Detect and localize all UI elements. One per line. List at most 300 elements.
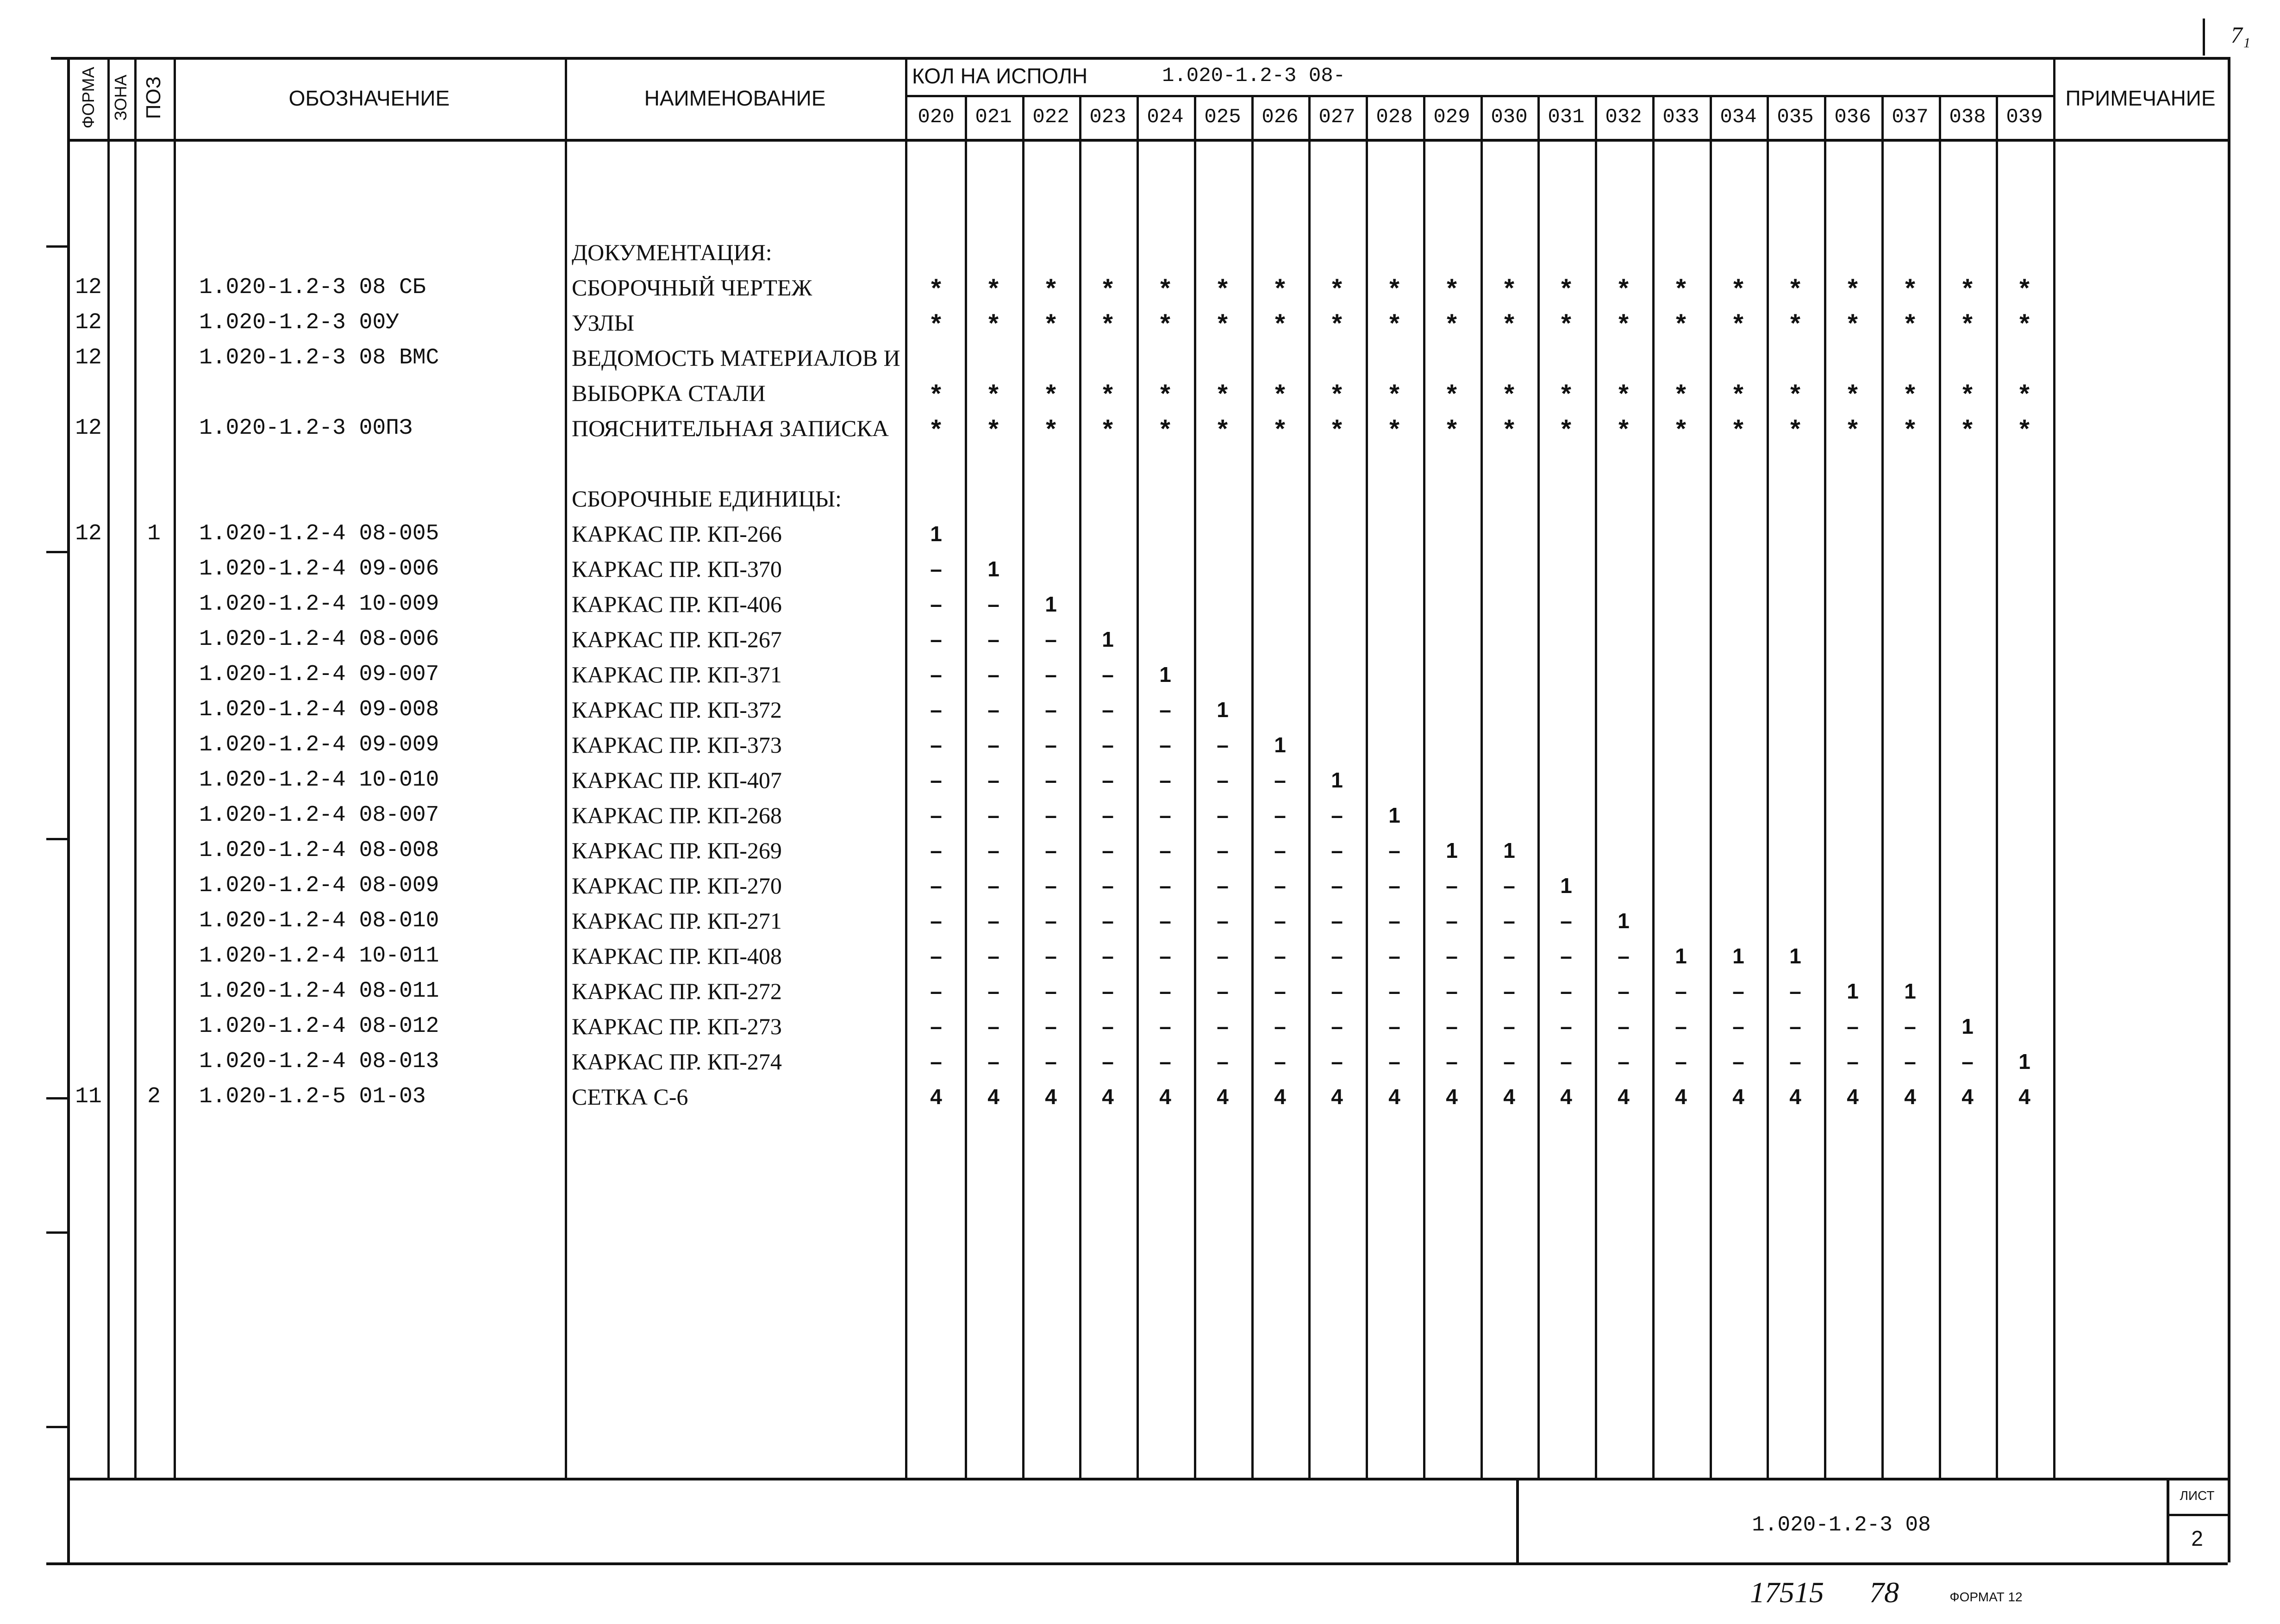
variant-cell-031: 1	[1560, 874, 1572, 898]
variant-cell-023: –	[1102, 768, 1114, 792]
archive-number: 17515	[1750, 1576, 1824, 1609]
row-name: КАРКАС ПР. КП-408	[572, 943, 782, 969]
row-name: КАРКАС ПР. КП-272	[572, 978, 782, 1004]
row-designation: 1.020-1.2-4 08-009	[199, 873, 439, 898]
margin-tick	[46, 1097, 67, 1099]
variant-cell-023: 4	[1102, 1085, 1114, 1109]
variant-cell-025: 1	[1217, 698, 1229, 722]
variant-cell-022: –	[1045, 803, 1057, 827]
variant-cell-031: –	[1560, 944, 1572, 968]
variant-cell-036: *	[1848, 378, 1858, 408]
variant-cell-020: –	[930, 979, 942, 1003]
variant-cell-025: –	[1217, 874, 1229, 898]
variant-cell-030: –	[1503, 874, 1515, 898]
row-designation: 1.020-1.2-5 01-03	[199, 1084, 426, 1109]
variant-cell-020: –	[930, 1049, 942, 1074]
variant-cell-026: 1	[1274, 733, 1286, 757]
variant-cell-024: *	[1160, 273, 1170, 302]
margin-tick	[46, 245, 67, 248]
variant-cell-035: *	[1790, 378, 1800, 408]
variant-cell-031: –	[1560, 909, 1572, 933]
variant-cell-022: –	[1045, 909, 1057, 933]
variant-cell-033: 1	[1675, 944, 1687, 968]
variant-cell-022: *	[1046, 273, 1056, 302]
header-zona: ЗОНА	[111, 75, 130, 121]
variant-cell-023: –	[1102, 698, 1114, 722]
variant-cell-037: *	[1905, 378, 1915, 408]
variant-cell-021: –	[987, 1049, 999, 1074]
variant-cell-035: 1	[1789, 944, 1801, 968]
variant-cell-037: *	[1905, 308, 1915, 337]
variant-cell-026: *	[1275, 308, 1285, 337]
variant-cell-021: 1	[987, 557, 999, 581]
variant-cell-022: –	[1045, 768, 1057, 792]
variant-header-030: 030	[1491, 105, 1528, 129]
variant-cell-039: 1	[2018, 1049, 2030, 1074]
variant-cell-020: –	[930, 662, 942, 687]
variant-cell-035: *	[1790, 413, 1800, 443]
row-name: УЗЛЫ	[572, 310, 635, 336]
body-bottom-line	[67, 1478, 2228, 1480]
variant-cell-022: –	[1045, 733, 1057, 757]
variant-cell-022: –	[1045, 838, 1057, 862]
variant-cell-026: –	[1274, 979, 1286, 1003]
variant-cell-022: –	[1045, 944, 1057, 968]
row-designation: 1.020-1.2-4 10-010	[199, 768, 439, 793]
variant-cell-020: 1	[930, 522, 942, 546]
variant-cell-020: –	[930, 803, 942, 827]
variant-cell-021: –	[987, 698, 999, 722]
column-divider	[107, 57, 110, 1478]
header-forma: ФОРМА	[79, 67, 98, 129]
variant-cell-026: –	[1274, 944, 1286, 968]
margin-tick	[46, 838, 67, 840]
variant-cell-033: –	[1675, 1049, 1687, 1074]
variant-cell-021: –	[987, 662, 999, 687]
variant-cell-023: –	[1102, 944, 1114, 968]
row-name: КАРКАС ПР. КП-273	[572, 1013, 782, 1039]
row-name: КАРКАС ПР. КП-373	[572, 732, 782, 758]
variant-cell-036: –	[1847, 1014, 1859, 1038]
variant-cell-025: –	[1217, 1049, 1229, 1074]
variant-cell-027: –	[1331, 803, 1343, 827]
variant-cell-020: –	[930, 627, 942, 651]
variant-cell-020: –	[930, 733, 942, 757]
variant-cell-027: –	[1331, 1014, 1343, 1038]
variant-cell-029: –	[1446, 909, 1458, 933]
variant-header-029: 029	[1433, 105, 1470, 129]
column-divider	[565, 57, 567, 1478]
variant-cell-028: –	[1388, 838, 1400, 862]
row-format: 12	[75, 416, 102, 441]
variant-cell-029: *	[1447, 308, 1457, 337]
variant-cell-032: –	[1618, 979, 1630, 1003]
variant-cell-034: 1	[1732, 944, 1744, 968]
variant-cell-038: *	[1962, 308, 1973, 337]
row-name: КАРКАС ПР. КП-267	[572, 626, 782, 652]
variant-cell-034: –	[1732, 979, 1744, 1003]
variant-cell-039: *	[2019, 378, 2030, 408]
variant-cell-030: –	[1503, 979, 1515, 1003]
variant-cell-023: –	[1102, 733, 1114, 757]
variant-cell-035: 4	[1789, 1085, 1801, 1109]
variant-cell-027: –	[1331, 979, 1343, 1003]
variant-cell-022: *	[1046, 308, 1056, 337]
row-name: КАРКАС ПР. КП-268	[572, 802, 782, 828]
variant-cell-028: *	[1389, 378, 1399, 408]
row-name: ВЕДОМОСТЬ МАТЕРИАЛОВ И	[572, 345, 900, 371]
row-position: 2	[147, 1084, 161, 1109]
variant-cell-023: –	[1102, 979, 1114, 1003]
variant-cell-021: –	[987, 909, 999, 933]
variant-header-022: 022	[1032, 105, 1069, 129]
variant-cell-038: *	[1962, 273, 1973, 302]
variant-cell-022: –	[1045, 979, 1057, 1003]
variant-cell-035: *	[1790, 273, 1800, 302]
variant-cell-023: –	[1102, 838, 1114, 862]
variant-cell-029: *	[1447, 413, 1457, 443]
variant-cell-030: 1	[1503, 838, 1515, 862]
sheet-label: ЛИСТ	[2180, 1488, 2215, 1503]
variant-cell-036: *	[1848, 413, 1858, 443]
variant-cell-024: 1	[1159, 662, 1171, 687]
variant-cell-028: –	[1388, 1049, 1400, 1074]
variant-cell-037: *	[1905, 273, 1915, 302]
row-designation: 1.020-1.2-4 09-008	[199, 697, 439, 722]
variant-cell-024: –	[1159, 1049, 1171, 1074]
variant-cell-020: –	[930, 838, 942, 862]
variant-cell-021: –	[987, 592, 999, 616]
variant-cell-037: –	[1904, 1049, 1916, 1074]
variant-cell-021: *	[988, 273, 999, 302]
variant-cell-025: –	[1217, 979, 1229, 1003]
variant-cell-022: –	[1045, 662, 1057, 687]
variant-cell-039: *	[2019, 413, 2030, 443]
row-designation: 1.020-1.2-3 00У	[199, 310, 400, 335]
variant-cell-021: –	[987, 627, 999, 651]
variant-cell-030: *	[1504, 273, 1514, 302]
variant-cell-035: –	[1789, 1049, 1801, 1074]
variant-cell-028: –	[1388, 979, 1400, 1003]
variant-cell-029: –	[1446, 1049, 1458, 1074]
row-format: 11	[75, 1084, 102, 1109]
variant-cell-029: 1	[1446, 838, 1458, 862]
row-name: СБОРОЧНЫЙ ЧЕРТЕЖ	[572, 275, 812, 300]
variant-cell-021: –	[987, 979, 999, 1003]
row-designation: 1.020-1.2-4 10-011	[199, 943, 439, 968]
variant-cell-038: *	[1962, 413, 1973, 443]
row-designation: 1.020-1.2-3 00ПЗ	[199, 416, 412, 441]
variant-cell-021: –	[987, 803, 999, 827]
variant-cell-030: –	[1503, 1049, 1515, 1074]
row-designation: 1.020-1.2-4 08-007	[199, 803, 439, 828]
variant-cell-038: 1	[1961, 1014, 1974, 1038]
variant-cell-030: –	[1503, 909, 1515, 933]
notes-left-divider	[2053, 57, 2055, 1478]
variant-cell-024: *	[1160, 378, 1170, 408]
row-name: КАРКАС ПР. КП-371	[572, 662, 782, 687]
variant-cell-027: –	[1331, 874, 1343, 898]
row-name: КАРКАС ПР. КП-271	[572, 908, 782, 934]
header-designation: ОБОЗНАЧЕНИЕ	[288, 86, 450, 110]
row-designation: 1.020-1.2-3 08 ВМС	[199, 345, 439, 370]
variant-cell-037: –	[1904, 1014, 1916, 1038]
variant-cell-023: *	[1103, 378, 1113, 408]
variant-cell-024: –	[1159, 733, 1171, 757]
variant-cell-032: *	[1618, 413, 1629, 443]
variant-cell-022: –	[1045, 698, 1057, 722]
variant-cell-020: *	[931, 308, 941, 337]
variant-cell-027: *	[1332, 273, 1342, 302]
row-name: КАРКАС ПР. КП-274	[572, 1049, 782, 1074]
variant-cell-021: –	[987, 944, 999, 968]
variant-cell-034: –	[1732, 1014, 1744, 1038]
variant-cell-037: 4	[1904, 1085, 1916, 1109]
variant-cell-020: –	[930, 909, 942, 933]
variant-cell-028: –	[1388, 1014, 1400, 1038]
variant-cell-021: *	[988, 308, 999, 337]
variant-cell-024: –	[1159, 909, 1171, 933]
variant-cell-036: *	[1848, 273, 1858, 302]
variant-cell-030: *	[1504, 308, 1514, 337]
variant-cell-024: –	[1159, 944, 1171, 968]
variant-cell-037: 1	[1904, 979, 1916, 1003]
variant-header-036: 036	[1834, 105, 1871, 129]
variant-header-038: 038	[1949, 105, 1986, 129]
variant-header-037: 037	[1892, 105, 1929, 129]
variant-cell-021: –	[987, 838, 999, 862]
variant-cell-034: 4	[1732, 1085, 1744, 1109]
variant-cell-024: 4	[1159, 1085, 1171, 1109]
row-name: СЕТКА С-6	[572, 1084, 688, 1110]
variant-cell-022: *	[1046, 413, 1056, 443]
variant-cell-027: 4	[1331, 1085, 1343, 1109]
variant-cell-026: *	[1275, 273, 1285, 302]
variant-cell-024: –	[1159, 768, 1171, 792]
margin-tick	[46, 551, 67, 553]
row-designation: 1.020-1.2-4 08-012	[199, 1014, 439, 1039]
variant-cell-032: –	[1618, 1049, 1630, 1074]
title-doc-code: 1.020-1.2-3 08	[1752, 1512, 1931, 1537]
row-name: КАРКАС ПР. КП-372	[572, 697, 782, 723]
variant-cell-039: *	[2019, 273, 2030, 302]
variant-cell-021: *	[988, 378, 999, 408]
header-bottom-line	[67, 139, 2228, 142]
variant-cell-020: *	[931, 273, 941, 302]
variant-cell-023: –	[1102, 662, 1114, 687]
variant-cell-023: 1	[1102, 627, 1114, 651]
variant-cell-020: –	[930, 1014, 942, 1038]
variant-cell-026: 4	[1274, 1085, 1286, 1109]
variant-cell-034: *	[1733, 378, 1743, 408]
variant-cell-029: –	[1446, 944, 1458, 968]
variant-cell-021: *	[988, 413, 999, 443]
variant-cell-030: –	[1503, 1014, 1515, 1038]
variant-cell-022: 4	[1045, 1085, 1057, 1109]
variant-cell-027: –	[1331, 838, 1343, 862]
variant-cell-022: *	[1046, 378, 1056, 408]
variant-cell-022: 1	[1045, 592, 1057, 616]
variant-cell-032: *	[1618, 308, 1629, 337]
variant-cell-026: –	[1274, 838, 1286, 862]
variant-cell-029: –	[1446, 874, 1458, 898]
frame-right	[2228, 57, 2230, 1562]
row-name: КАРКАС ПР. КП-266	[572, 521, 782, 547]
variant-cell-032: *	[1618, 378, 1629, 408]
variant-cell-024: –	[1159, 698, 1171, 722]
variant-cell-028: –	[1388, 909, 1400, 933]
variant-cell-025: –	[1217, 944, 1229, 968]
variant-cell-027: –	[1331, 1049, 1343, 1074]
variant-cell-025: –	[1217, 733, 1229, 757]
variant-cell-032: 1	[1618, 909, 1630, 933]
variant-cell-033: –	[1675, 979, 1687, 1003]
variant-cell-024: –	[1159, 803, 1171, 827]
variant-cell-025: –	[1217, 768, 1229, 792]
row-name: КАРКАС ПР. КП-269	[572, 837, 782, 863]
variant-cell-021: –	[987, 733, 999, 757]
format-label: ФОРМАТ 12	[1949, 1590, 2023, 1604]
frame-bottom	[46, 1562, 2228, 1565]
row-designation: 1.020-1.2-4 08-011	[199, 979, 439, 1004]
variant-header-020: 020	[918, 105, 955, 129]
row-name: СБОРОЧНЫЕ ЕДИНИЦЫ:	[572, 486, 842, 512]
variant-cell-020: –	[930, 557, 942, 581]
variant-cell-034: *	[1733, 273, 1743, 302]
variant-cell-026: –	[1274, 803, 1286, 827]
variant-cell-038: *	[1962, 378, 1973, 408]
variant-cell-031: *	[1561, 308, 1571, 337]
variant-cell-037: *	[1905, 413, 1915, 443]
variant-cell-026: *	[1275, 413, 1285, 443]
variant-cell-023: *	[1103, 308, 1113, 337]
variant-cell-025: –	[1217, 909, 1229, 933]
variant-cell-029: *	[1447, 273, 1457, 302]
variant-cell-028: 1	[1388, 803, 1400, 827]
variant-cell-039: *	[2019, 308, 2030, 337]
variant-cell-026: –	[1274, 1014, 1286, 1038]
variant-cell-032: –	[1618, 1014, 1630, 1038]
variant-cell-020: –	[930, 944, 942, 968]
variant-cell-031: –	[1560, 1014, 1572, 1038]
variant-header-024: 024	[1147, 105, 1184, 129]
variant-cell-025: –	[1217, 1014, 1229, 1038]
variant-header-023: 023	[1089, 105, 1126, 129]
variant-cell-025: *	[1218, 413, 1228, 443]
variant-header-031: 031	[1548, 105, 1585, 129]
variant-cell-028: *	[1389, 273, 1399, 302]
column-divider	[134, 57, 137, 1478]
variant-cell-028: *	[1389, 308, 1399, 337]
variant-cell-020: –	[930, 698, 942, 722]
variant-header-028: 028	[1376, 105, 1413, 129]
variant-cell-039: 4	[2018, 1085, 2030, 1109]
variant-cell-030: *	[1504, 378, 1514, 408]
variant-cell-036: –	[1847, 1049, 1859, 1074]
header-note: ПРИМЕЧАНИЕ	[2065, 86, 2216, 110]
variant-header-026: 026	[1262, 105, 1299, 129]
variant-cell-023: *	[1103, 273, 1113, 302]
variant-cell-035: *	[1790, 308, 1800, 337]
row-designation: 1.020-1.2-4 08-010	[199, 908, 439, 933]
row-designation: 1.020-1.2-4 09-009	[199, 732, 439, 757]
variant-cell-036: 1	[1847, 979, 1859, 1003]
variant-cell-024: *	[1160, 308, 1170, 337]
variant-cell-029: –	[1446, 1014, 1458, 1038]
variant-cell-036: *	[1848, 308, 1858, 337]
variant-cell-030: –	[1503, 944, 1515, 968]
variant-cell-028: –	[1388, 874, 1400, 898]
variant-cell-024: –	[1159, 979, 1171, 1003]
variant-cell-025: –	[1217, 838, 1229, 862]
variant-cell-022: –	[1045, 1049, 1057, 1074]
row-designation: 1.020-1.2-4 08-006	[199, 627, 439, 652]
variant-header-025: 025	[1204, 105, 1241, 129]
variant-cell-038: –	[1961, 1049, 1974, 1074]
row-designation: 1.020-1.2-4 08-013	[199, 1049, 439, 1074]
header-name: НАИМЕНОВАНИЕ	[644, 86, 826, 110]
row-name: КАРКАС ПР. КП-370	[572, 556, 782, 582]
variant-header-034: 034	[1720, 105, 1757, 129]
variant-cell-026: –	[1274, 909, 1286, 933]
variant-cell-032: –	[1618, 944, 1630, 968]
variant-cell-020: –	[930, 768, 942, 792]
variant-cell-023: –	[1102, 1049, 1114, 1074]
variant-cell-026: –	[1274, 1049, 1286, 1074]
row-name: КАРКАС ПР. КП-406	[572, 591, 782, 617]
variant-cell-030: *	[1504, 413, 1514, 443]
variant-cell-029: *	[1447, 378, 1457, 408]
variant-cell-035: –	[1789, 979, 1801, 1003]
row-format: 12	[75, 521, 102, 546]
variant-cell-024: –	[1159, 838, 1171, 862]
row-name: КАРКАС ПР. КП-407	[572, 767, 782, 793]
variant-cell-020: –	[930, 592, 942, 616]
variant-cell-038: 4	[1961, 1085, 1974, 1109]
variant-cell-023: –	[1102, 874, 1114, 898]
variant-cell-021: –	[987, 874, 999, 898]
variant-cell-021: 4	[987, 1085, 999, 1109]
variant-cell-033: *	[1676, 273, 1686, 302]
variant-cell-020: *	[931, 378, 941, 408]
row-designation: 1.020-1.2-4 09-006	[199, 556, 439, 581]
variant-cell-020: *	[931, 413, 941, 443]
variant-cell-033: *	[1676, 308, 1686, 337]
variant-cell-029: –	[1446, 979, 1458, 1003]
variant-header-021: 021	[975, 105, 1012, 129]
variant-cell-033: –	[1675, 1014, 1687, 1038]
variant-cell-027: *	[1332, 308, 1342, 337]
variant-header-032: 032	[1605, 105, 1642, 129]
variant-cell-023: *	[1103, 413, 1113, 443]
row-position: 1	[147, 521, 161, 546]
variant-cell-021: –	[987, 1014, 999, 1038]
variant-cell-032: *	[1618, 273, 1629, 302]
margin-tick	[46, 1426, 67, 1428]
variant-cell-028: *	[1389, 413, 1399, 443]
header-doc-code: 1.020-1.2-3 08-	[1162, 64, 1346, 87]
variant-cell-035: –	[1789, 1014, 1801, 1038]
variant-cell-025: *	[1218, 308, 1228, 337]
variant-cell-028: 4	[1388, 1085, 1400, 1109]
variant-cell-023: –	[1102, 909, 1114, 933]
row-name: КАРКАС ПР. КП-270	[572, 873, 782, 899]
row-designation: 1.020-1.2-3 08 СБ	[199, 275, 426, 300]
variant-cell-027: –	[1331, 909, 1343, 933]
variant-cell-026: –	[1274, 768, 1286, 792]
variant-cell-029: 4	[1446, 1085, 1458, 1109]
variant-cell-025: *	[1218, 273, 1228, 302]
